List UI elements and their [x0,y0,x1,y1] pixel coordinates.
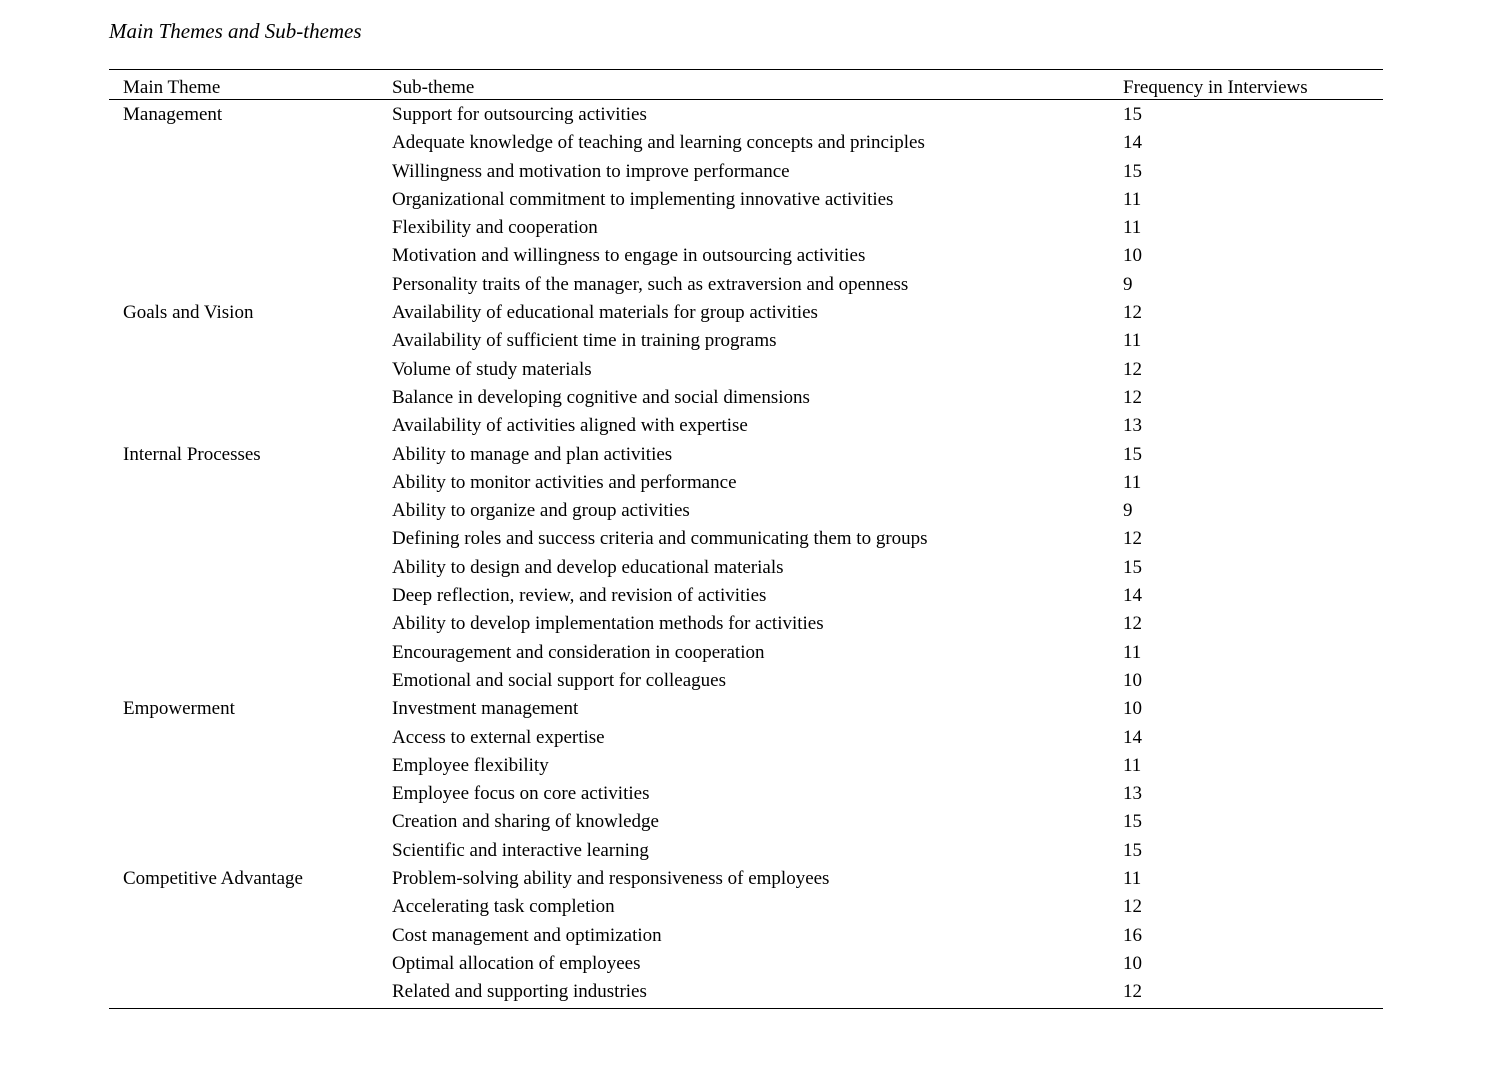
column-header-sub-theme: Sub-theme [392,77,475,98]
sub-theme-cell: Deep reflection, review, and revision of activities [392,585,767,607]
table-row [109,922,1383,950]
table-row [109,469,1383,497]
table-row [109,158,1383,186]
table-row [109,356,1383,384]
sub-theme-cell: Scientific and interactive learning [392,839,649,861]
table-row [109,101,1383,129]
table-row [109,384,1383,412]
column-header-frequency: Frequency in Interviews [1123,77,1308,98]
table-row [109,242,1383,270]
table-caption: Main Themes and Sub-themes [109,19,362,43]
frequency-cell: 10 [1123,245,1142,267]
frequency-cell: 15 [1123,839,1142,861]
sub-theme-cell: Related and supporting industries [392,981,647,1003]
table-row [109,978,1383,1006]
sub-theme-cell: Availability of activities aligned with expertise [392,415,748,437]
frequency-cell: 12 [1123,896,1142,918]
table-header [109,70,1383,100]
sub-theme-cell: Emotional and social support for colleagues [392,669,726,691]
table-row [109,412,1383,440]
table-row [109,752,1383,780]
sub-theme-cell: Personality traits of the manager, such as extraversion and openness [392,273,909,295]
sub-theme-cell: Problem-solving ability and responsiveness of employees [392,868,830,890]
sub-theme-cell: Balance in developing cognitive and social dimensions [392,386,810,408]
frequency-cell: 14 [1123,585,1142,607]
frequency-cell: 15 [1123,556,1142,578]
table-row [109,299,1383,327]
frequency-cell: 12 [1123,358,1142,380]
frequency-cell: 13 [1123,415,1142,437]
table-row [109,695,1383,723]
sub-theme-cell: Access to external expertise [392,726,605,748]
sub-theme-cell: Availability of educational materials for group activities [392,302,818,324]
frequency-cell: 11 [1123,217,1142,239]
frequency-cell: 15 [1123,443,1142,465]
table-row [109,808,1383,836]
frequency-cell: 11 [1123,754,1142,776]
sub-theme-cell: Encouragement and consideration in cooperation [392,641,765,663]
frequency-cell: 14 [1123,726,1142,748]
frequency-cell: 12 [1123,613,1142,635]
frequency-cell: 11 [1123,868,1142,890]
sub-theme-cell: Flexibility and cooperation [392,217,598,239]
table-row [109,582,1383,610]
sub-theme-cell: Investment management [392,698,579,720]
frequency-cell: 9 [1123,273,1133,295]
table-row [109,214,1383,242]
sub-theme-cell: Availability of sufficient time in training programs [392,330,777,352]
sub-theme-cell: Defining roles and success criteria and communicating them to groups [392,528,928,550]
frequency-cell: 10 [1123,698,1142,720]
sub-theme-cell: Creation and sharing of knowledge [392,811,659,833]
frequency-cell: 11 [1123,188,1142,210]
table-row [109,950,1383,978]
table-row [109,441,1383,469]
main-theme-cell: Internal Processes [123,443,261,465]
table-row [109,780,1383,808]
sub-theme-cell: Ability to manage and plan activities [392,443,673,465]
frequency-cell: 11 [1123,641,1142,663]
table-row [109,724,1383,752]
table-row [109,497,1383,525]
sub-theme-cell: Cost management and optimization [392,924,662,946]
table-row [109,667,1383,695]
frequency-cell: 10 [1123,952,1142,974]
frequency-cell: 12 [1123,981,1142,1003]
frequency-cell: 10 [1123,669,1142,691]
table-row [109,837,1383,865]
sub-theme-cell: Organizational commitment to implementing innovative activities [392,188,894,210]
frequency-cell: 11 [1123,471,1142,493]
table-row [109,865,1383,893]
themes-table [109,69,1383,1009]
frequency-cell: 12 [1123,302,1142,324]
main-theme-cell: Competitive Advantage [123,868,303,890]
sub-theme-cell: Willingness and motivation to improve performance [392,160,790,182]
table-row [109,525,1383,553]
column-header-main-theme: Main Theme [123,77,221,98]
main-theme-cell: Management [123,104,223,125]
table-row [109,327,1383,355]
sub-theme-cell: Ability to develop implementation methods for activities [392,613,824,635]
frequency-cell: 9 [1123,500,1133,522]
sub-theme-cell: Volume of study materials [392,358,592,380]
frequency-cell: 15 [1123,160,1142,182]
sub-theme-cell: Ability to monitor activities and performance [392,471,737,493]
table-row [109,554,1383,582]
sub-theme-cell: Employee focus on core activities [392,783,650,805]
sub-theme-cell: Employee flexibility [392,754,549,776]
sub-theme-cell: Ability to organize and group activities [392,500,690,522]
main-theme-cell: Empowerment [123,698,235,720]
table-row [109,610,1383,638]
table-row [109,893,1383,921]
frequency-cell: 14 [1123,132,1142,154]
frequency-cell: 15 [1123,811,1142,833]
frequency-cell: 16 [1123,924,1142,946]
table-row [109,129,1383,157]
frequency-cell: 12 [1123,528,1142,550]
sub-theme-cell: Ability to design and develop educational materials [392,556,784,578]
frequency-cell: 12 [1123,386,1142,408]
sub-theme-cell: Support for outsourcing activities [392,104,647,125]
table-row [109,271,1383,299]
sub-theme-cell: Adequate knowledge of teaching and learning concepts and principles [392,132,925,154]
sub-theme-cell: Accelerating task completion [392,896,615,918]
table-row [109,639,1383,667]
frequency-cell: 13 [1123,783,1142,805]
table-body [109,100,1383,1008]
sub-theme-cell: Motivation and willingness to engage in outsourcing activities [392,245,866,267]
frequency-cell: 11 [1123,330,1142,352]
sub-theme-cell: Optimal allocation of employees [392,952,641,974]
main-theme-cell: Goals and Vision [123,302,254,324]
frequency-cell: 15 [1123,104,1142,125]
table-row [109,186,1383,214]
